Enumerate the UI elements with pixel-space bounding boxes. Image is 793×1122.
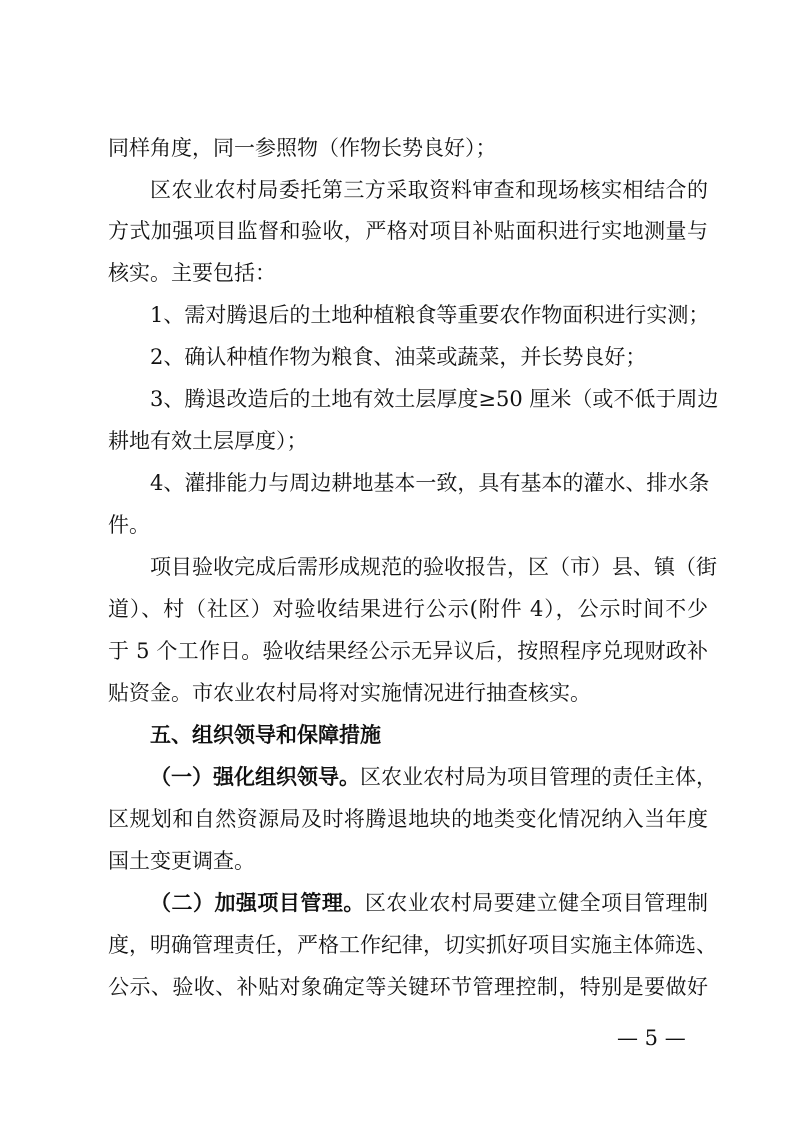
text-line: 3、腾退改造后的土地有效土层厚度≥50 厘米（或不低于周边 [150,387,719,411]
text-line: 公示、验收、补贴对象确定等关键环节管理控制，特别是要做好 [108,975,708,999]
paragraph-line [150,889,708,917]
text-line: 耕地有效土层厚度）； [108,429,308,453]
text-line: 于 5 个工作日。验收结果经公示无异议后，按照程序兑现财政补 [108,639,708,663]
text-line: 4、灌排能力与周边耕地基本一致，具有基本的灌水、排水条 [150,471,710,495]
text-line: 道）、村（社区）对验收结果进行公示(附件 4），公示时间不少 [108,597,708,621]
paragraph-text: 区农业农村局要建立健全项目管理制 [364,891,709,915]
text-line: 贴资金。市农业农村局将对实施情况进行抽查核实。 [108,681,591,705]
text-line: 核实。主要包括： [108,261,276,285]
paragraph-text: 区农业农村局为项目管理的责任主体， [360,765,717,789]
text-line: 方式加强项目监督和验收，严格对项目补贴面积进行实地测量与 [108,219,708,243]
page-number: — 5 — [617,1026,686,1050]
text-line: 1、需对腾退后的土地种植粮食等重要农作物面积进行实测； [150,303,710,327]
text-line: 国土变更调查。 [108,849,255,873]
paragraph-lead: （一）强化组织领导。 [150,765,360,789]
text-line: 件。 [108,513,150,537]
text-line: 2、确认种植作物为粮食、油菜或蔬菜，并长势良好； [150,345,647,369]
text-line: 项目验收完成后需形成规范的验收报告，区（市）县、镇（街 [150,555,717,579]
text-line: 区农业农村局委托第三方采取资料审查和现场核实相结合的 [150,178,708,202]
text-line: 度，明确管理责任，严格工作纪律，切实抓好项目实施主体筛选、 [108,933,717,957]
text-line: 同样角度，同一参照物（作物长势良好）； [108,136,497,160]
text-line: 区规划和自然资源局及时将腾退地块的地类变化情况纳入当年度 [108,807,708,831]
section-heading: 五、组织领导和保障措施 [150,723,381,747]
paragraph-lead: （二）加强项目管理。 [150,891,365,915]
paragraph-line [150,763,717,791]
